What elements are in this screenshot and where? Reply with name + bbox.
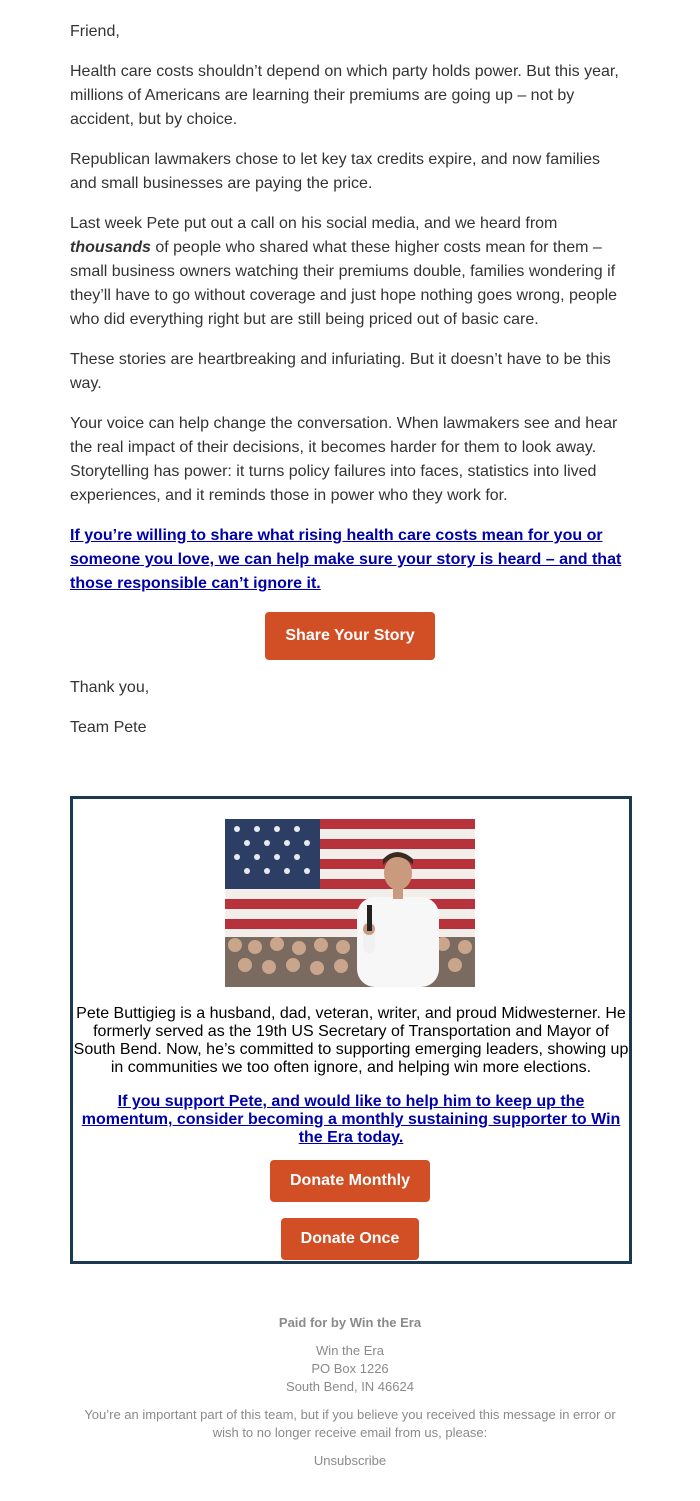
footer-city: South Bend, IN 46624 [286, 1379, 414, 1394]
footer-po-box: PO Box 1226 [311, 1361, 389, 1376]
footer-org: Win the Era [316, 1343, 384, 1358]
pete-photo [225, 819, 475, 987]
footer-notice: You’re an important part of this team, but if you believe you received this message in error or wish to no longer receive email from us, please: [84, 1407, 616, 1440]
donate-once-button[interactable]: Donate Once [281, 1218, 419, 1260]
paragraph-1: Health care costs shouldn’t depend on which party holds power. But this year, millions of Americans are learning their premiums are going up – not by accident, but by choice. [70, 63, 619, 128]
monthly-supporter-link[interactable]: If you support Pete, and would like to help him to keep up the momentum, consider becoming a monthly sustaining supporter to Win the Era today. [81, 1093, 621, 1146]
pete-bio: Pete Buttigieg is a husband, dad, veteran, writer, and proud Midwesterner. He formerly served as the 19th US Secretary of Transportation and Mayor of South Bend. Now, he’s committed to supporting emerging leaders, showing up in communities we too often ignore, and helping win more elections. [73, 1005, 629, 1076]
paragraph-3-start: Last week Pete put out a call on his social media, and we heard from [70, 215, 558, 232]
share-story-link[interactable]: If you’re willing to share what rising health care costs mean for you or someone you love, we can help make sure your story is heard – and that those responsible can’t ignore it. [70, 527, 622, 592]
promo-box [70, 796, 632, 1264]
emphasis-thousands: thousands [70, 239, 151, 256]
paragraph-3-end: of people who shared what these higher costs mean for them – small business owners watching their premiums double, families wondering if they’ll have to go without coverage and just hope nothing goes wrong, people who did everything right but are still being priced out of basic care. [70, 239, 618, 328]
donate-monthly-button[interactable]: Donate Monthly [270, 1160, 430, 1202]
paragraph-4: These stories are heartbreaking and infuriating. But it doesn’t have to be this way. [70, 351, 611, 392]
paid-for-disclaimer: Paid for by Win the Era [278, 1315, 422, 1330]
paragraph-3 [70, 212, 630, 332]
greeting: Friend, [70, 23, 120, 40]
closing: Thank you, [70, 679, 150, 696]
share-your-story-button[interactable]: Share Your Story [265, 612, 435, 660]
flag-rally-image [225, 819, 475, 987]
paragraph-2: Republican lawmakers chose to let key tax credits expire, and now families and small businesses are paying the price. [70, 151, 601, 192]
signature: Team Pete [70, 719, 147, 736]
unsubscribe-link[interactable]: Unsubscribe [313, 1453, 387, 1468]
paragraph-5: Your voice can help change the conversation. When lawmakers see and hear the real impact of their decisions, it becomes harder for them to look away. Storytelling has power: it turns policy failures into faces, statistics into lived experiences, and it reminds those in power who they work for. [70, 415, 618, 504]
